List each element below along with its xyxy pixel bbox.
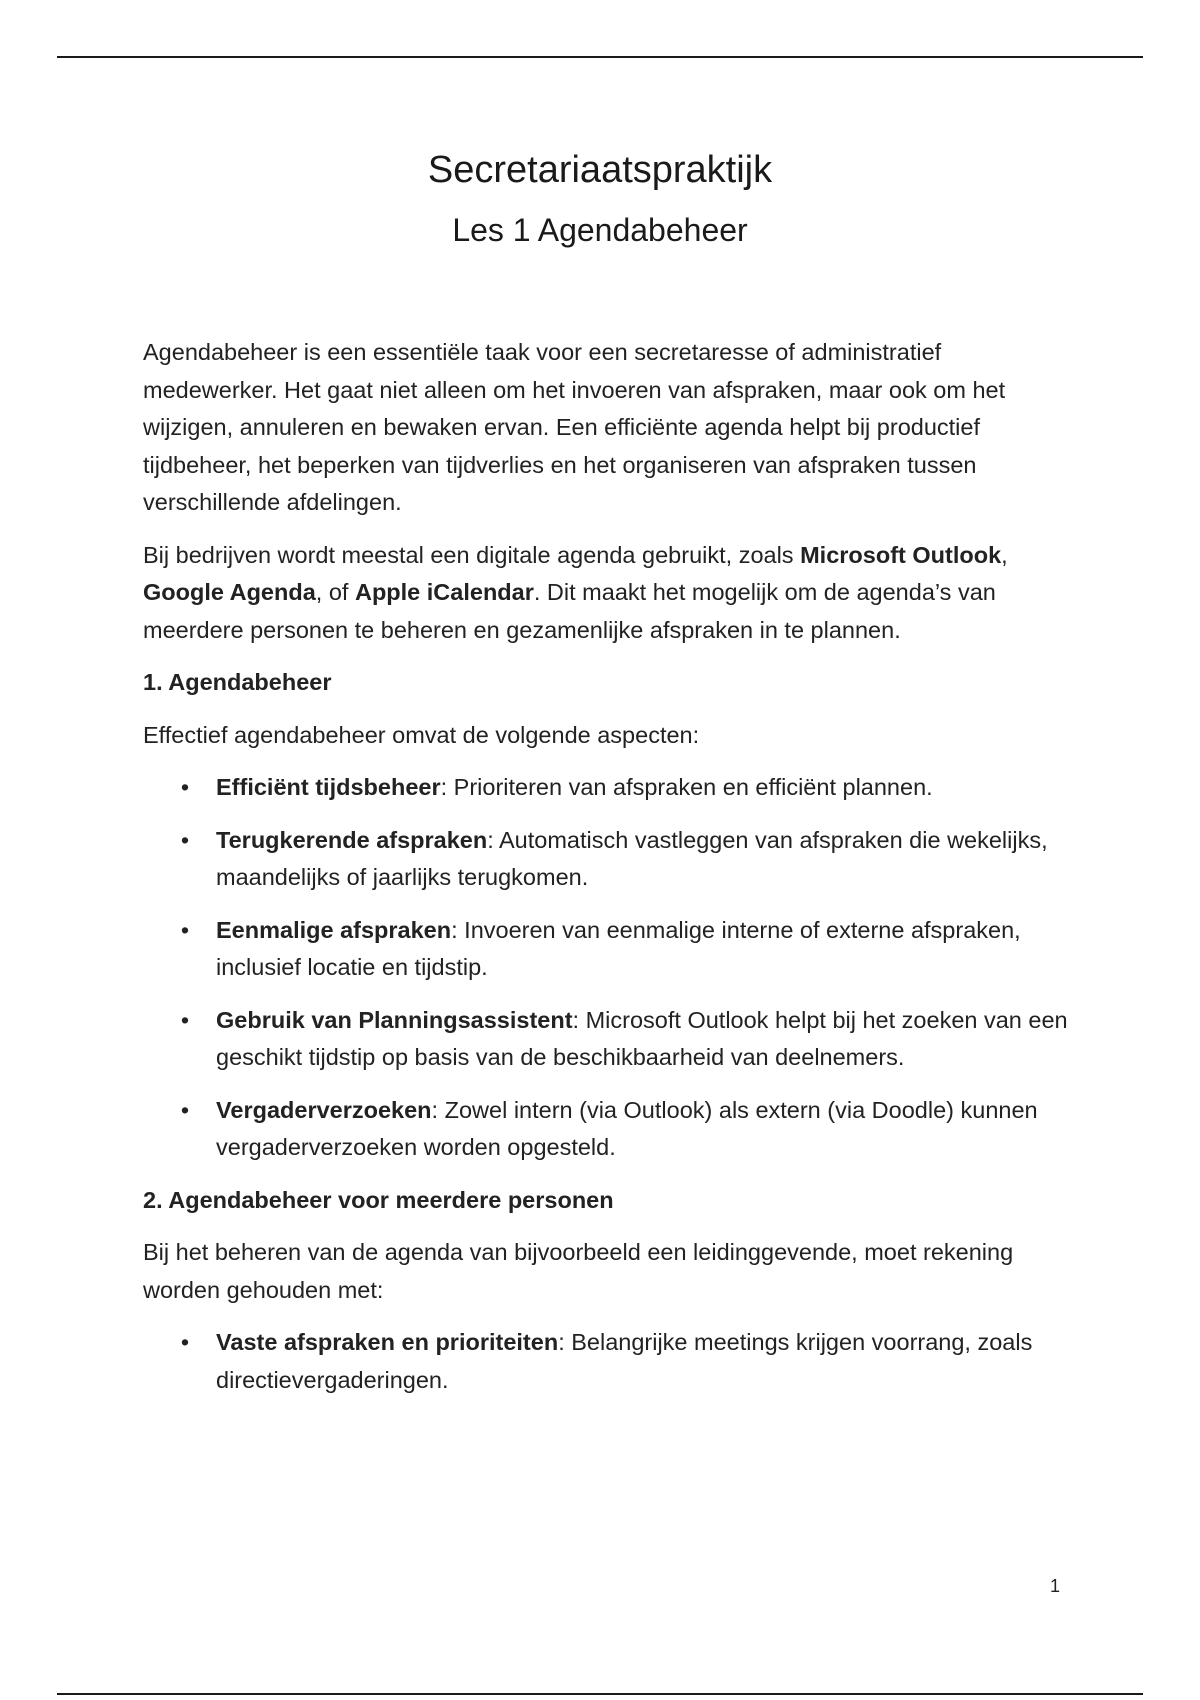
page-number: 1 bbox=[1049, 1576, 1060, 1596]
intro-p2-separator-2: , of bbox=[315, 579, 355, 605]
section-1-heading: 1. Agendabeheer bbox=[143, 669, 332, 695]
list-item-text: : Microsoft Outlook helpt bij het zoeken van een geschikt tijdstip op basis van de beschikbaarheid van deelnemers. bbox=[216, 1006, 1068, 1070]
list-item-text: : Automatisch vastleggen van afspraken die wekelijks, maandelijks of jaarlijks terugkomen. bbox=[216, 826, 1048, 890]
intro-p2-apple-icalendar: Apple iCalendar bbox=[354, 579, 534, 605]
list-item-term: Vaste afspraken en prioriteiten bbox=[216, 1329, 559, 1355]
section-2-heading: 2. Agendabeheer voor meerdere personen bbox=[143, 1186, 614, 1213]
document-body bbox=[143, 334, 1073, 1414]
title-block bbox=[0, 145, 1200, 251]
document-title: Secretariaatspraktijk bbox=[427, 149, 773, 191]
list-item bbox=[143, 769, 1073, 807]
list-item bbox=[143, 822, 1073, 897]
document-subtitle: Les 1 Agendabeheer bbox=[452, 212, 748, 248]
list-item-text: : Zowel intern (via Outlook) als extern (via Doodle) kunnen vergaderverzoeken worden opgesteld. bbox=[216, 1096, 1038, 1160]
header-rule bbox=[57, 56, 1143, 58]
section-2-intro: Bij het beheren van de agenda van bijvoorbeeld een leidinggevende, moet rekening worden gehouden met: bbox=[143, 1239, 1014, 1303]
list-item bbox=[143, 912, 1073, 987]
list-item bbox=[143, 1324, 1073, 1399]
section-1-list bbox=[143, 769, 1073, 1167]
bullet-icon: • bbox=[180, 1096, 190, 1123]
list-item bbox=[143, 1092, 1073, 1167]
bullet-icon: • bbox=[180, 1329, 190, 1355]
bullet-icon: • bbox=[180, 916, 190, 943]
bullet-icon: • bbox=[180, 1006, 190, 1033]
list-item-term: Efficiënt tijdsbeheer bbox=[216, 774, 441, 800]
intro-paragraph-1: Agendabeheer is een essentiële taak voor een secretaresse of administratief medewerker. Het gaat niet alleen om het invoeren van afspraken, maar ook om het wijzigen, annuleren en bewaken ervan. Een efficiënte agenda helpt bij productief tijdbeheer, het beperken van tijdverlies en het organiseren van afspraken tussen verschillende afdelingen. bbox=[143, 339, 1006, 515]
list-item-term: Vergaderverzoeken bbox=[216, 1096, 432, 1123]
bullet-icon: • bbox=[180, 774, 190, 800]
footer-rule bbox=[57, 1693, 1143, 1695]
intro-paragraph-2 bbox=[143, 537, 1073, 650]
section-2-list bbox=[143, 1324, 1073, 1399]
list-item bbox=[143, 1002, 1073, 1077]
list-item-text: : Belangrijke meetings krijgen voorrang, zoals directievergaderingen. bbox=[216, 1329, 1033, 1393]
list-item-text: : Invoeren van eenmalige interne of externe afspraken, inclusief locatie en tijdstip. bbox=[216, 916, 1021, 980]
list-item-term: Eenmalige afspraken bbox=[216, 916, 452, 943]
list-item-term: Gebruik van Planningsassistent bbox=[216, 1006, 573, 1033]
list-item-text: : Prioriteren van afspraken en efficiënt plannen. bbox=[440, 774, 933, 800]
intro-p2-end: . Dit maakt het mogelijk om de agenda’s van meerdere personen te beheren en gezamenlijke afspraken in te plannen. bbox=[143, 579, 996, 643]
bullet-icon: • bbox=[180, 826, 190, 853]
intro-p2-start: Bij bedrijven wordt meestal een digitale agenda gebruikt, zoals bbox=[143, 541, 801, 568]
intro-p2-microsoft-outlook: Microsoft Outlook bbox=[800, 541, 1002, 568]
section-1-intro: Effectief agendabeheer omvat de volgende aspecten: bbox=[143, 721, 700, 748]
intro-p2-google-agenda: Google Agenda bbox=[143, 579, 316, 605]
list-item-term: Terugkerende afspraken bbox=[216, 826, 488, 853]
intro-p2-separator-1: , bbox=[1001, 541, 1008, 568]
